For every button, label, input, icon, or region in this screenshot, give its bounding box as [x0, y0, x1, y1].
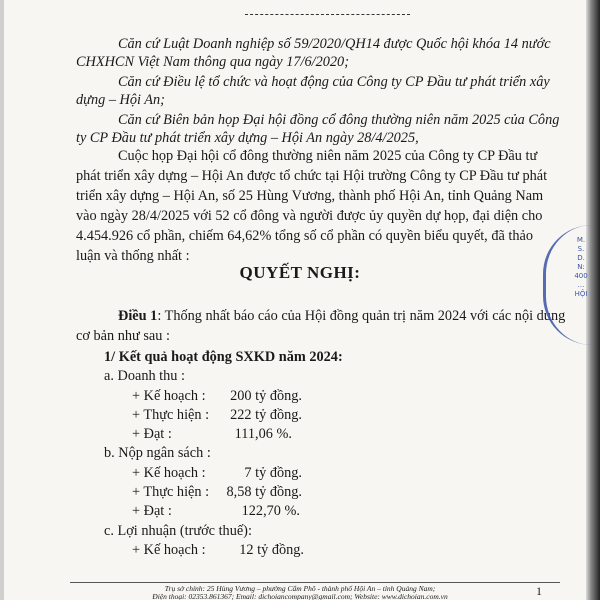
intro-line3: triển xây dựng – Hội An, số 25 Hùng Vương, thành phố Hội An, tỉnh Quảng Nam — [76, 188, 544, 204]
preamble-minutes-line1: Căn cứ Biên bản họp Đại hội đồng cổ đông thường niên năm 2025 của Công — [118, 112, 560, 128]
intro-line4: vào ngày 28/4/2025 với 52 cổ đông và người được ủy quyền dự họp, đại diện cho — [76, 208, 543, 224]
row-value: 8,58 tỷ đồng. — [226, 484, 302, 500]
intro-line2: phát triển xây dựng – Hội An được tổ chức tại Hội trường Công ty CP Đầu tư phát — [76, 168, 548, 184]
page-number: 1 — [536, 584, 542, 598]
row-label: + Đạt : — [132, 503, 172, 519]
preamble-charter-line2: dựng – Hội An; — [76, 92, 165, 108]
resolution-title: QUYẾT NGHỊ: — [239, 263, 361, 282]
row-label: + Kế hoạch : — [132, 542, 206, 558]
row-value: 122,70 %. — [241, 503, 300, 519]
article1-text: : Thống nhất báo cáo của Hội đồng quản trị năm 2024 với các nội dung — [157, 308, 566, 324]
preamble-law-line2: CHXHCN Việt Nam thông qua ngày 17/6/2020; — [76, 54, 349, 70]
article1-label: Điều 1 — [118, 308, 158, 324]
row-value: 111,06 %. — [234, 426, 292, 442]
preamble-law-line1: Căn cứ Luật Doanh nghiệp số 59/2020/QH14 được Quốc hội khóa 14 nước — [118, 36, 551, 52]
footer-divider — [70, 582, 560, 583]
footer-address: Trụ sở chính: 25 Hùng Vương – phường Cẩm Phô - thành phố Hội An – tỉnh Quảng Nam; — [164, 584, 436, 593]
intro-line6: luận và thống nhất : — [76, 248, 190, 264]
preamble-minutes-line2: ty CP Đầu tư phát triển xây dựng – Hội An ngày 28/4/2025, — [76, 130, 419, 146]
row-label: + Đạt : — [132, 426, 172, 442]
budget-heading: b. Nộp ngân sách : — [104, 445, 211, 461]
article1-line2: cơ bản như sau : — [76, 328, 170, 344]
page-edge-left — [0, 0, 4, 600]
row-value: 12 tỷ đồng. — [239, 542, 304, 558]
revenue-heading: a. Doanh thu : — [104, 368, 185, 384]
article1-line1 — [118, 307, 565, 326]
header-divider — [245, 14, 410, 15]
row-label: + Thực hiện : — [132, 407, 210, 423]
row-label: + Kế hoạch : — [132, 388, 206, 404]
profit-heading: c. Lợi nhuận (trước thuế): — [104, 523, 252, 539]
row-label: + Thực hiện : — [132, 484, 210, 500]
intro-line1: Cuộc họp Đại hội cổ đông thường niên năm 2025 của Công ty CP Đầu tư — [118, 148, 538, 164]
footer-contact: Điện thoại: 02353.861367; Email: dichoiancompany@gmail.com; Website: www.dichoian.com.vn — [152, 592, 448, 600]
section-heading: 1/ Kết quả hoạt động SXKD năm 2024: — [104, 349, 343, 365]
intro-line5: 4.454.926 cổ phần, chiếm 64,62% tổng số cổ phần có quyền biểu quyết, đã thảo — [76, 228, 534, 244]
company-seal-text: M.S.D.N: 400 ... HỘI — [574, 236, 588, 298]
preamble-charter-line1: Căn cứ Điều lệ tổ chức và hoạt động của Công ty CP Đầu tư phát triển xây — [118, 74, 550, 90]
row-label: + Kế hoạch : — [132, 465, 206, 481]
row-value: 7 tỷ đồng. — [244, 465, 302, 481]
row-value: 222 tỷ đồng. — [230, 407, 302, 423]
row-value: 200 tỷ đồng. — [230, 388, 302, 404]
